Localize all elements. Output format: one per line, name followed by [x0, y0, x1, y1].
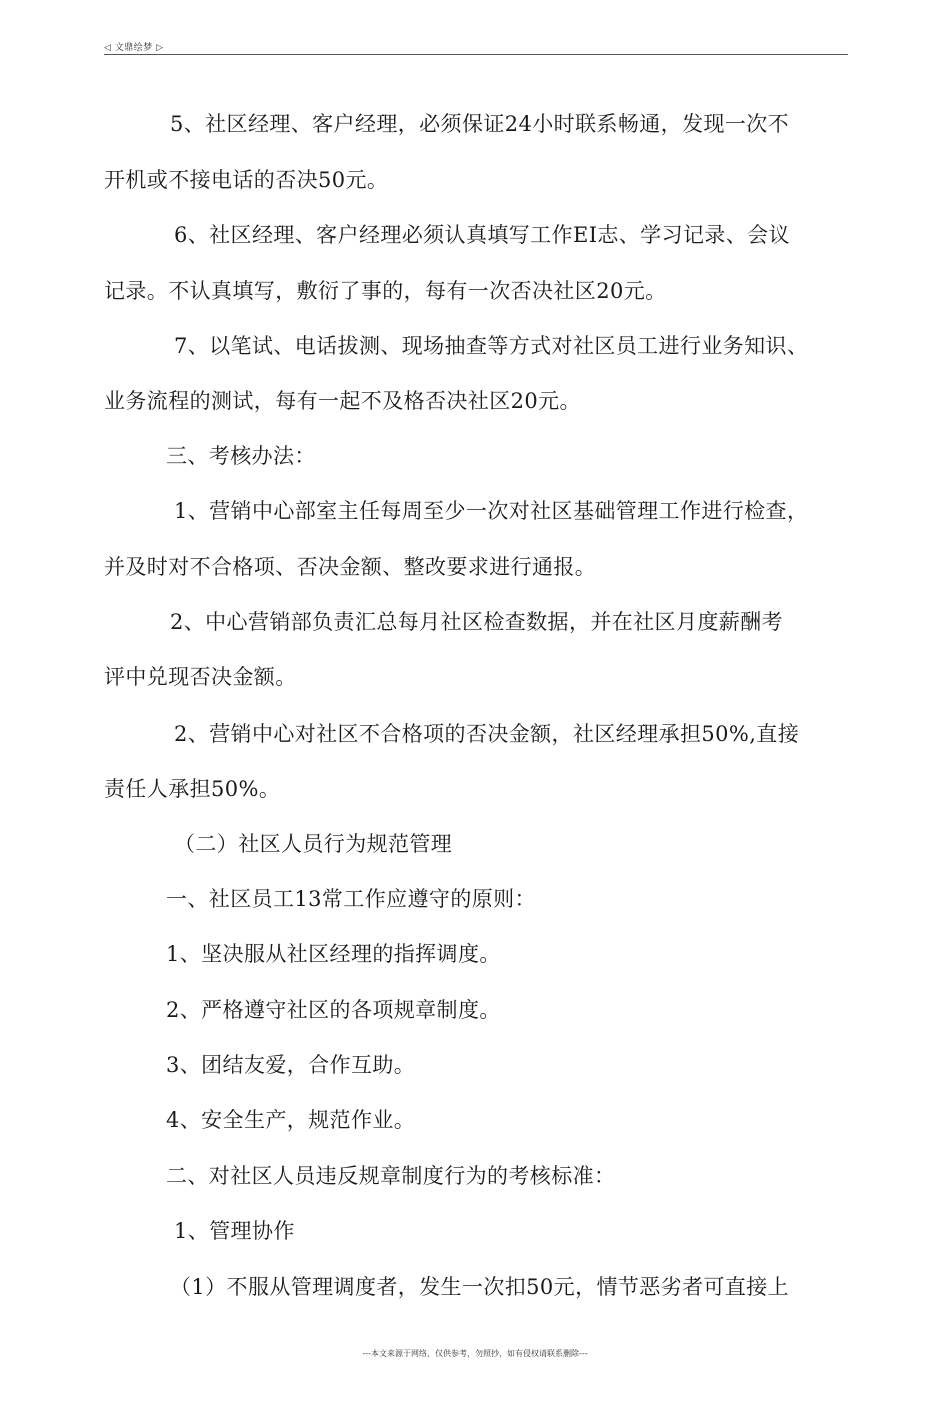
- section-heading: 一、社区员工13常工作应遵守的原则：: [166, 887, 536, 911]
- page-footer: ---本文来源于网络，仅供参考，勿照抄，如有侵权请联系删除---: [362, 1349, 588, 1358]
- paragraph-line: （1）不服从管理调度者，发生一次扣50元，情节恶劣者可直接上: [170, 1275, 790, 1299]
- paragraph-line: 业务流程的测试，每有一起不及格否决社区20元。: [104, 389, 581, 413]
- paragraph-line: 7、以笔试、电话拔测、现场抽查等方式对社区员工进行业务知识、: [174, 334, 809, 358]
- paragraph-line: 1、营销中心部室主任每周至少一次对社区基础管理工作进行检查，: [174, 499, 809, 523]
- paragraph-line: 责任人承担50%。: [104, 777, 281, 801]
- paragraph-line: 2、中心营销部负责汇总每月社区检查数据，并在社区月度薪酬考: [170, 610, 783, 634]
- section-heading: 三、考核办法：: [166, 444, 316, 468]
- paragraph-line: 6、社区经理、客户经理必须认真填写工作EI志、学习记录、会议: [174, 223, 790, 247]
- section-heading: 二、对社区人员违反规章制度行为的考核标准：: [166, 1164, 616, 1188]
- paragraph-line: 5、社区经理、客户经理，必须保证24小时联系畅通，发现一次不: [170, 112, 790, 136]
- section-heading: （二）社区人员行为规范管理: [174, 832, 453, 856]
- list-item: 3、团结友爱，合作互助。: [166, 1053, 416, 1077]
- paragraph-line: 开机或不接电话的否决50元。: [104, 168, 389, 192]
- sub-heading: 1、管理协作: [174, 1219, 295, 1243]
- list-item: 1、坚决服从社区经理的指挥调度。: [166, 942, 501, 966]
- list-item: 4、安全生产，规范作业。: [166, 1108, 416, 1132]
- paragraph-line: 并及时对不合格项、否决金额、整改要求进行通报。: [104, 555, 597, 579]
- paragraph-line: 2、营销中心对社区不合格项的否决金额，社区经理承担50%,直接: [174, 722, 800, 746]
- list-item: 2、严格遵守社区的各项规章制度。: [166, 998, 501, 1022]
- paragraph-line: 记录。不认真填写，敷衍了事的，每有一次否决社区20元。: [104, 279, 667, 303]
- header-logo-text: ◁ 文鼎绘梦 ▷: [104, 43, 164, 53]
- paragraph-line: 评中兑现否决金额。: [104, 665, 297, 689]
